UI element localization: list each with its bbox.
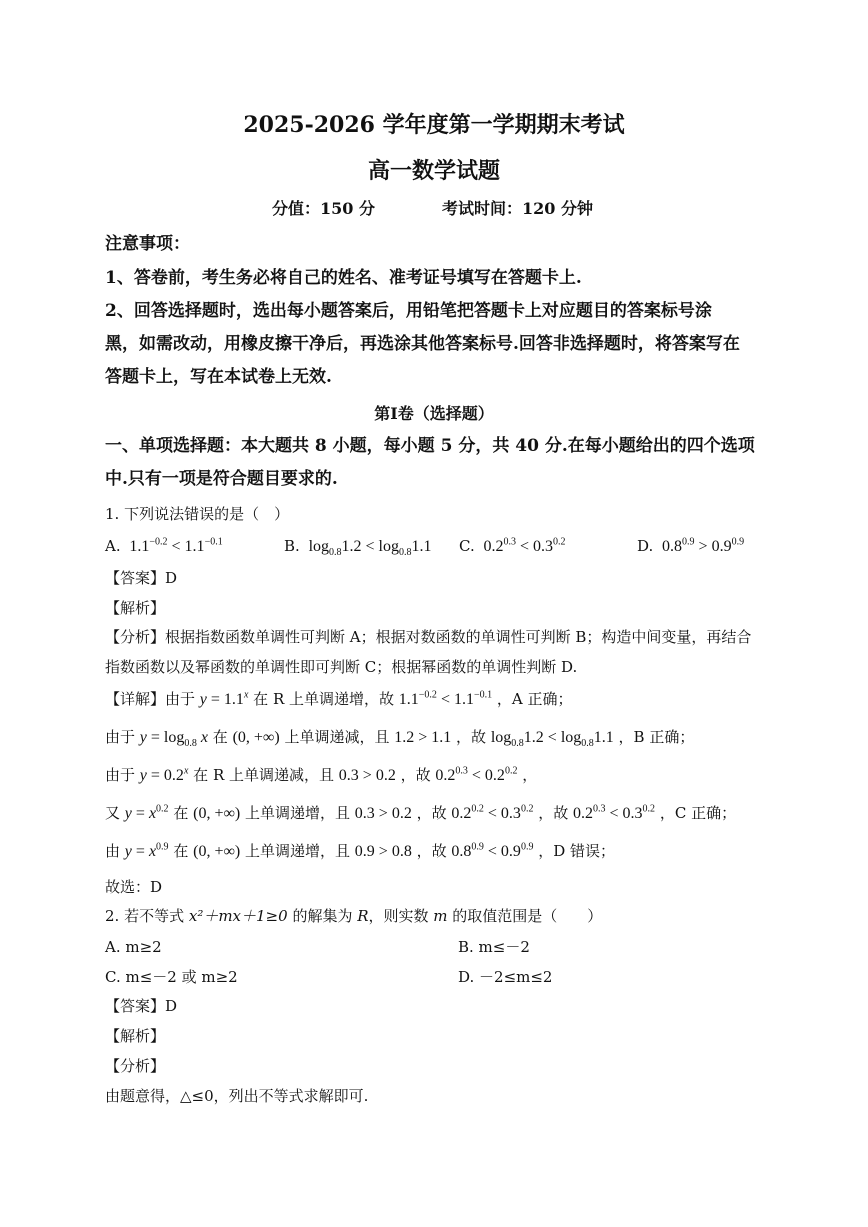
q2-stem [105, 906, 602, 926]
q1-line5-text-1: 由 [105, 842, 121, 860]
q1-line2-cmp: 1.2 > 1.1 [394, 729, 452, 746]
q2-stem-variable: m [433, 907, 448, 925]
q1-line5-cmp: 0.9 > 0.8 [354, 843, 412, 860]
q1-line5-ineq: $0.8^{0.9} < 0.9^{0.9}$ [451, 841, 534, 860]
q1-detail-line-3 [105, 765, 537, 786]
q1-option-b [284, 536, 432, 557]
q1-line3-text-2: 在 R 上单调递减，且 [193, 766, 335, 784]
section-desc-line-2: 中.只有一项是符合题目要求的. [105, 469, 338, 489]
q1-option-a-label: A. [105, 537, 121, 555]
q1-line4-text-4: ，故 [416, 804, 447, 822]
q1-detail-a-result: ，A 正确； [496, 690, 573, 708]
q1-line4-text-2: 在 [173, 804, 189, 822]
q1-line4-text-3: 上单调递增，且 [245, 804, 351, 822]
q1-fenxi-line-2: 指数函数以及幂函数的单调性即可判断 C；根据幂函数的单调性判断 D. [105, 658, 578, 676]
q1-detail-func-a: $y = 1.1^x$ [199, 689, 249, 708]
q1-detail-line-5 [105, 841, 615, 862]
q1-line5-result: ，D 错误； [538, 842, 616, 860]
q2-option-d: D. －2≤m≤2 [458, 968, 553, 986]
q1-line4-text-1: 又 [105, 804, 121, 822]
q1-stem: 1. 下列说法错误的是（ ） [105, 505, 290, 523]
q1-option-a-expr: $1.1^{-0.2} < 1.1^{-0.1}$ [125, 536, 223, 555]
q1-fenxi-line-1: 【分析】根据指数函数单调性可判断 A；根据对数函数的单调性可判断 B；构造中间变量，再结合 [105, 628, 752, 646]
q1-line3-comma: ， [522, 766, 538, 784]
q1-line5-func: $y = x^{0.9}$ [124, 841, 169, 860]
q1-line3-text-3: ，故 [400, 766, 431, 784]
notice-item-2-line-1: 2、回答选择题时，选出每小题答案后，用铅笔把答题卡上对应题目的答案标号涂 [105, 301, 712, 321]
score-label: 分值：150 分 [272, 199, 375, 218]
q2-stem-text-1: 2. 若不等式 [105, 907, 189, 925]
q1-line4-text-5: ，故 [538, 804, 569, 822]
exam-subtitle: 高一数学试题 [367, 158, 500, 184]
q2-stem-inequality: x²＋mx＋1≥0 [188, 907, 288, 925]
q1-line2-func: $y = \log_{0.8} x$ [139, 729, 208, 750]
q1-line3-func: $y = 0.2^x$ [139, 765, 189, 784]
q1-option-a [105, 536, 223, 557]
q2-fenxi-tag: 【分析】 [105, 1057, 166, 1075]
q1-answer: 【答案】D [105, 569, 178, 587]
q2-stem-text-2: 的解集为 [287, 907, 358, 925]
notice-heading: 注意事项： [105, 234, 190, 254]
q1-line2-text-3: 上单调递减，且 [284, 728, 390, 746]
q1-line4-result: ，C 正确； [659, 804, 737, 822]
q1-line5-text-2: 在 [173, 842, 189, 860]
q1-line3-ineq: $0.2^{0.3} < 0.2^{0.2}$ [435, 765, 518, 784]
q1-detail-line-4 [105, 803, 736, 824]
q2-stem-text-3: ，则实数 [368, 907, 434, 925]
section-desc-line-1: 一、单项选择题：本大题共 8 小题，每小题 5 分，共 40 分.在每小题给出的四个选项 [105, 436, 755, 456]
q1-option-c-expr: $0.2^{0.3} < 0.3^{0.2}$ [479, 536, 566, 555]
q1-option-c [459, 536, 566, 557]
q1-analysis-tag: 【解析】 [105, 599, 166, 617]
q1-line2-text-4: ，故 [456, 728, 487, 746]
notice-item-2-line-2: 黑，如需改动，用橡皮擦干净后，再选涂其他答案标号.回答非选择题时，将答案写在 [105, 334, 740, 354]
q1-detail-line-2 [105, 727, 694, 748]
q1-conclusion: 故选：D [105, 878, 163, 896]
q1-line2-result: ，B 正确； [618, 728, 695, 746]
q1-line2-text-1: 由于 [105, 728, 136, 746]
q1-line4-interval: (0, +∞) [193, 805, 241, 822]
q1-detail-tag: 【详解】由于 [105, 690, 196, 708]
q2-option-b: B. m≤－2 [458, 938, 530, 956]
q2-answer: 【答案】D [105, 997, 178, 1015]
q2-fenxi-text: 由题意得，△≤0，列出不等式求解即可. [105, 1087, 369, 1105]
q2-option-a: A. m≥2 [105, 938, 162, 956]
time-label: 考试时间：120 分钟 [442, 199, 593, 218]
exam-title: 2025-2026 学年度第一学期期末考试 [243, 112, 625, 138]
q1-line5-text-3: 上单调递增，且 [245, 842, 351, 860]
q1-line3-text-1: 由于 [105, 766, 136, 784]
q1-detail-ineq-a: $1.1^{-0.2} < 1.1^{-0.1}$ [398, 689, 493, 708]
q1-option-b-label: B. [284, 537, 300, 555]
notice-item-1: 1、答卷前，考生务必将自己的姓名、准考证号填写在答题卡上. [105, 268, 582, 288]
q2-analysis-tag: 【解析】 [105, 1027, 166, 1045]
q1-line5-text-4: ，故 [416, 842, 447, 860]
q1-line2-text-2: 在 [212, 728, 228, 746]
q1-line5-interval: (0, +∞) [193, 843, 241, 860]
q1-option-c-label: C. [459, 537, 475, 555]
q1-detail-line-1 [105, 689, 573, 710]
q1-line2-interval: (0, +∞) [232, 729, 280, 746]
q1-line4-ineq-2: $0.2^{0.3} < 0.3^{0.2}$ [573, 803, 656, 822]
q1-line2-ineq: $\log_{0.8}1.2 < \log_{0.8}1.1$ [490, 729, 614, 750]
q1-option-d [637, 536, 744, 557]
q1-line3-cmp: 0.3 > 0.2 [338, 767, 396, 784]
q1-line4-cmp: 0.3 > 0.2 [354, 805, 412, 822]
q1-option-b-expr: $\log_{0.8}1.2 < \log_{0.8}1.1$ [304, 538, 432, 559]
q2-stem-set: R [357, 907, 369, 925]
q1-option-d-expr: $0.8^{0.9} > 0.9^{0.9}$ [658, 536, 745, 555]
section-title: 第Ⅰ卷（选择题） [374, 404, 494, 423]
q1-line4-ineq-1: $0.2^{0.2} < 0.3^{0.2}$ [451, 803, 534, 822]
q1-option-d-label: D. [637, 537, 654, 555]
notice-item-2-line-3: 答题卡上，写在本试卷上无效. [105, 367, 332, 387]
q2-option-c: C. m≤－2 或 m≥2 [105, 968, 238, 986]
q1-detail-text-a: 在 R 上单调递增，故 [253, 690, 395, 708]
q2-stem-text-4: 的取值范围是（ ） [447, 907, 603, 925]
q1-line4-func: $y = x^{0.2}$ [124, 803, 169, 822]
